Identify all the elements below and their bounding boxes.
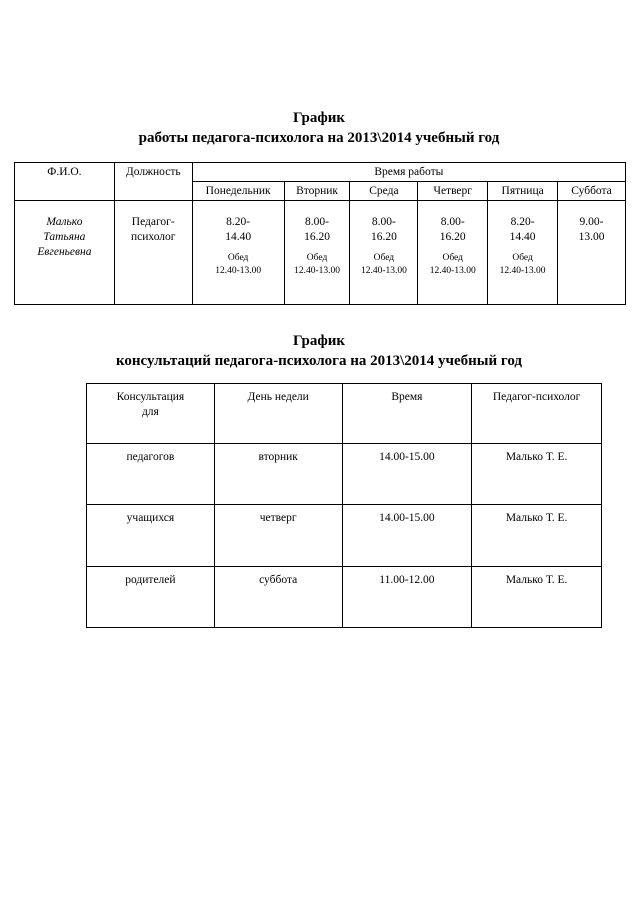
day-header: Вторник bbox=[284, 182, 350, 201]
position-line: психолог bbox=[130, 231, 176, 243]
consult-row bbox=[87, 505, 602, 567]
consult-psychologist: Малько Т. Е. bbox=[472, 567, 602, 628]
position-cell bbox=[114, 201, 192, 305]
person-name-line: Евгеньевна bbox=[37, 246, 92, 258]
work-schedule-table bbox=[14, 162, 626, 305]
time-header: Время bbox=[342, 384, 472, 444]
lunch-label: Обед bbox=[373, 253, 395, 263]
consult-for-header bbox=[87, 384, 215, 444]
hours-end: 16.20 bbox=[370, 231, 397, 243]
day-header: День недели bbox=[214, 384, 342, 444]
schedule-title-line2: работы педагога-психолога на 2013\2014 учебный год bbox=[138, 130, 500, 146]
position-line: Педагог- bbox=[131, 216, 175, 228]
consult-time: 14.00-15.00 bbox=[342, 505, 472, 567]
consult-title bbox=[0, 331, 638, 371]
hours-end: 14.40 bbox=[509, 231, 536, 243]
lunch-label: Обед bbox=[306, 253, 328, 263]
consult-header-row bbox=[87, 384, 602, 444]
person-name-line: Малько bbox=[46, 216, 83, 228]
hours-end: 16.20 bbox=[439, 231, 466, 243]
hours-cell bbox=[350, 201, 418, 305]
consult-psychologist: Малько Т. Е. bbox=[472, 505, 602, 567]
person-name-line: Татьяна bbox=[43, 231, 86, 243]
hours-start: 8.00- bbox=[371, 216, 396, 228]
hours-end: 13.00 bbox=[578, 231, 605, 243]
day-header: Пятница bbox=[488, 182, 558, 201]
consult-title-line1: График bbox=[292, 333, 346, 349]
consult-day: вторник bbox=[214, 444, 342, 505]
hours-end: 16.20 bbox=[304, 231, 330, 243]
lunch-time: 12.40-13.00 bbox=[215, 266, 262, 276]
consult-who: педагогов bbox=[87, 444, 215, 505]
consult-header-line: Консультация bbox=[116, 391, 185, 403]
lunch-time: 12.40-13.00 bbox=[499, 266, 546, 276]
hours-end: 14.40 bbox=[225, 231, 252, 243]
consult-row bbox=[87, 444, 602, 505]
hours-start: 8.20- bbox=[226, 216, 251, 228]
col-worktime-header: Время работы bbox=[192, 163, 625, 182]
consult-title-line2: консультаций педагога-психолога на 2013\2014 учебный год bbox=[115, 353, 523, 369]
schedule-row bbox=[15, 201, 626, 305]
header-row bbox=[15, 163, 626, 182]
day-header: Суббота bbox=[558, 182, 626, 201]
lunch-time: 12.40-13.00 bbox=[294, 266, 340, 276]
consult-psychologist: Малько Т. Е. bbox=[472, 444, 602, 505]
lunch-time: 12.40-13.00 bbox=[360, 266, 407, 276]
person-name-cell bbox=[15, 201, 115, 305]
schedule-title bbox=[0, 108, 638, 148]
hours-start: 8.00- bbox=[305, 216, 330, 228]
consult-day: четверг bbox=[214, 505, 342, 567]
consult-header-line: для bbox=[141, 406, 159, 418]
hours-cell bbox=[284, 201, 350, 305]
lunch-time: 12.40-13.00 bbox=[429, 266, 476, 276]
hours-start: 8.20- bbox=[510, 216, 535, 228]
hours-cell bbox=[418, 201, 488, 305]
hours-cell bbox=[558, 201, 626, 305]
hours-start: 8.00- bbox=[440, 216, 465, 228]
consult-time: 14.00-15.00 bbox=[342, 444, 472, 505]
col-position-header: Должность bbox=[114, 163, 192, 201]
col-name-header: Ф.И.О. bbox=[15, 163, 115, 201]
lunch-label: Обед bbox=[442, 253, 463, 263]
day-header: Четверг bbox=[418, 182, 488, 201]
consult-day: суббота bbox=[214, 567, 342, 628]
consult-row bbox=[87, 567, 602, 628]
schedule-title-line1: График bbox=[292, 110, 346, 126]
hours-cell bbox=[488, 201, 558, 305]
consult-who: родителей bbox=[87, 567, 215, 628]
lunch-label: Обед bbox=[227, 253, 249, 263]
consult-table bbox=[86, 383, 602, 628]
day-header: Среда bbox=[350, 182, 418, 201]
day-header: Понедельник bbox=[192, 182, 284, 201]
lunch-label: Обед bbox=[512, 253, 533, 263]
consult-who: учащихся bbox=[87, 505, 215, 567]
hours-start: 9.00- bbox=[579, 216, 604, 228]
hours-cell bbox=[192, 201, 284, 305]
consult-time: 11.00-12.00 bbox=[342, 567, 472, 628]
psychologist-header: Педагог-психолог bbox=[472, 384, 602, 444]
